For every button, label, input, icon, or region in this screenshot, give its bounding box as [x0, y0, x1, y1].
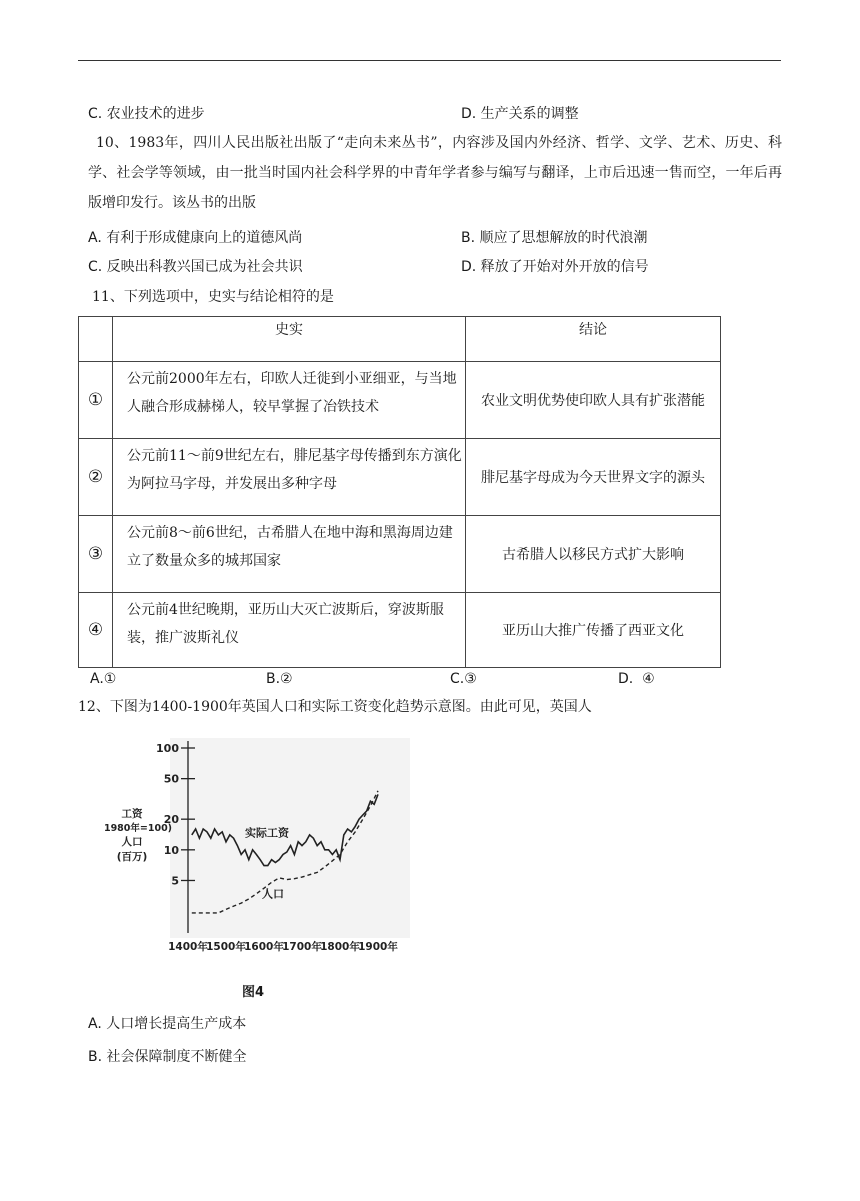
chart-svg	[100, 733, 420, 1003]
q11-table	[78, 316, 721, 668]
x-tick-label: 1400年	[168, 941, 208, 953]
row-conclusion: 古希腊人以移民方式扩大影响	[466, 516, 721, 593]
q10-option-c[interactable]: C. 反映出科教兴国已成为社会共识	[88, 259, 303, 275]
q12-option-b[interactable]: B. 社会保障制度不断健全	[88, 1049, 247, 1065]
y-tick-label: 5	[171, 874, 179, 888]
table-row	[79, 516, 721, 593]
y-tick-label: 100	[156, 742, 179, 755]
table-header-conclusion: 结论	[466, 317, 721, 362]
x-tick-label: 1500年	[206, 941, 246, 953]
x-tick-label: 1800年	[320, 941, 360, 953]
chart-background	[170, 738, 410, 938]
x-tick-label: 1600年	[244, 941, 284, 953]
q10-option-b[interactable]: B. 顺应了思想解放的时代浪潮	[461, 230, 648, 246]
figure-caption: 图4	[242, 985, 265, 1000]
row-fact: 公元前2000年左右，印欧人迁徙到小亚细亚，与当地人融合形成赫梯人，较早掌握了冶铁技术	[113, 362, 466, 439]
header-rule	[78, 60, 781, 61]
row-fact: 公元前11～前9世纪左右，腓尼基字母传播到东方演化为阿拉马字母，并发展出多种字母	[113, 439, 466, 516]
population-wage-chart	[100, 733, 420, 1003]
row-conclusion: 农业文明优势使印欧人具有扩张潜能	[466, 362, 721, 439]
y-axis-label: 工资	[121, 808, 143, 820]
x-tick-label: 1900年	[358, 941, 398, 953]
q12-option-a[interactable]: A. 人口增长提高生产成本	[88, 1016, 247, 1032]
y-axis-label: 1980年=100)	[103, 823, 173, 834]
y-tick-label: 20	[163, 813, 179, 827]
row-conclusion: 腓尼基字母成为今天世界文字的源头	[466, 439, 721, 516]
x-tick-label: 1700年	[282, 941, 322, 953]
row-number: ②	[79, 439, 113, 516]
y-axis-label: 人口	[121, 836, 143, 848]
q10-option-a[interactable]: A. 有利于形成健康向上的道德风尚	[88, 230, 303, 246]
y-axis-label: (百万)	[116, 851, 148, 863]
table-row	[79, 439, 721, 516]
table-header-fact: 史实	[113, 317, 466, 362]
row-number: ①	[79, 362, 113, 439]
q10-stem: 10、1983年，四川人民出版社出版了“走向未来丛书”，内容涉及国内外经济、哲学、文学、艺术、历史、科学、社会学等领域，由一批当时国内社会科学界的中青年学者参与编写与翻译，上市后迅速一售而空，一年后再版增印发行。该丛书的出版	[88, 135, 782, 211]
q10-option-d[interactable]: D. 释放了开始对外开放的信号	[461, 259, 649, 275]
q11-option-b[interactable]: B.②	[266, 671, 293, 687]
q11-option-a[interactable]: A.①	[90, 671, 117, 687]
row-conclusion: 亚历山大推广传播了西亚文化	[466, 593, 721, 668]
row-fact: 公元前8～前6世纪，古希腊人在地中海和黑海周边建立了数量众多的城邦国家	[113, 516, 466, 593]
y-tick-label: 50	[163, 772, 179, 786]
row-number: ③	[79, 516, 113, 593]
q11-option-c[interactable]: C.③	[450, 671, 477, 687]
row-number: ④	[79, 593, 113, 668]
wage-series-label: 实际工资	[245, 826, 289, 840]
q9-option-c[interactable]: C. 农业技术的进步	[88, 106, 205, 122]
q11-option-d[interactable]: D. ④	[618, 671, 655, 687]
table-header-row	[79, 317, 721, 362]
y-tick-label: 10	[163, 843, 179, 857]
table-row	[79, 593, 721, 668]
q12-stem: 12、下图为1400-1900年英国人口和实际工资变化趋势示意图。由此可见，英国人	[78, 699, 592, 715]
population-series-label: 人口	[262, 887, 284, 901]
q9-option-d[interactable]: D. 生产关系的调整	[461, 106, 579, 122]
q11-stem: 11、下列选项中，史实与结论相符的是	[92, 289, 334, 305]
row-fact: 公元前4世纪晚期，亚历山大灭亡波斯后，穿波斯服装，推广波斯礼仪	[113, 593, 466, 668]
table-header-num	[79, 317, 113, 362]
table-row	[79, 362, 721, 439]
